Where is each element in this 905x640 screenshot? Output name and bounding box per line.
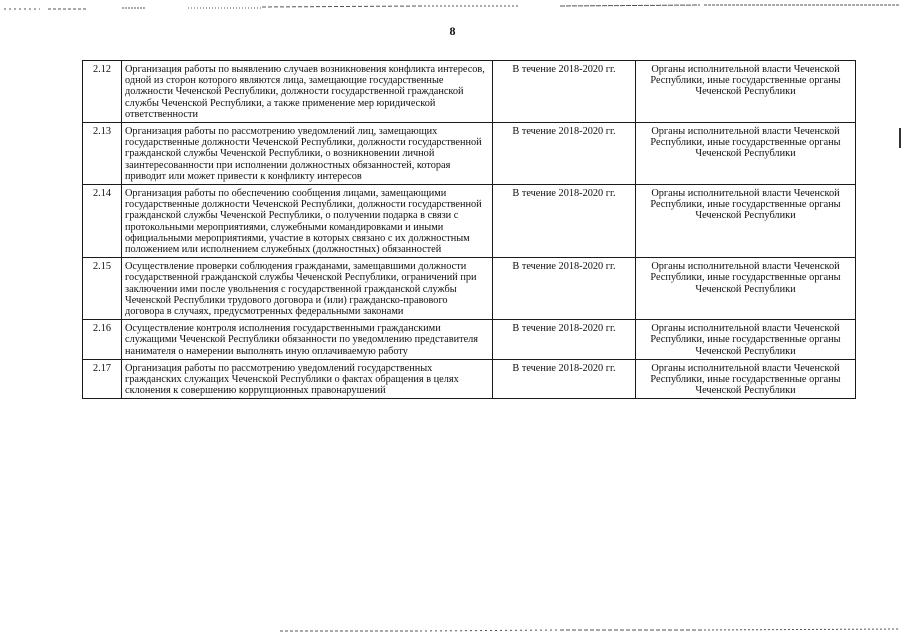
event-description: Организация работы по выявлению случаев возникновения конфликта интересов, одной из сторон которого являются лица, замещающие государственные должности Чеченской Республики, должности государственной гражданской службы Чеченской Республики, а также применение мер юридической ответственности — [122, 61, 493, 123]
scan-mark — [899, 128, 901, 148]
item-number: 2.14 — [83, 185, 122, 258]
scan-edge-top — [0, 0, 905, 14]
event-description: Осуществление контроля исполнения государственными гражданскими служащими Чеченской Республики обязанности по уведомлению представителя нанимателя о намерении выполнять иную оплачиваемую работу — [122, 320, 493, 360]
event-description: Осуществление проверки соблюдения гражданами, замещавшими должности государственной гражданской службы Чеченской Республики, ограничений при заключении ими после увольнения с государственной гражданской службы Чеченской Республики трудового договора и (или) гражданско-правового договора в случаях, предусмотренных федеральными законами — [122, 258, 493, 320]
deadline: В течение 2018-2020 гг. — [493, 123, 636, 185]
table-row — [83, 123, 856, 185]
deadline: В течение 2018-2020 гг. — [493, 185, 636, 258]
deadline: В течение 2018-2020 гг. — [493, 258, 636, 320]
responsible-executors: Органы исполнительной власти Чеченской Республики, иные государственные органы Чеченской Республики — [636, 185, 856, 258]
responsible-executors: Органы исполнительной власти Чеченской Республики, иные государственные органы Чеченской Республики — [636, 320, 856, 360]
responsible-executors: Органы исполнительной власти Чеченской Республики, иные государственные органы Чеченской Республики — [636, 61, 856, 123]
item-number: 2.12 — [83, 61, 122, 123]
event-description: Организация работы по обеспечению сообщения лицами, замещающими государственные должности Чеченской Республики, должности государственной гражданской службы Чеченской Республики, о получении подарка в связи с протокольными мероприятиями, служебными командировками и иными официальными мероприятиями, участие в которых связано с их должностным положением или исполнением служебных (должностных) обязанностей — [122, 185, 493, 258]
page-number: 8 — [449, 24, 456, 38]
event-description: Организация работы по рассмотрению уведомлений государственных гражданских служащих Чеченской Республики о фактах обращения в целях склонения к совершению коррупционных правонарушений — [122, 359, 493, 399]
plan-table — [82, 60, 856, 399]
item-number: 2.13 — [83, 123, 122, 185]
table-row — [83, 359, 856, 399]
deadline: В течение 2018-2020 гг. — [493, 61, 636, 123]
responsible-executors: Органы исполнительной власти Чеченской Республики, иные государственные органы Чеченской Республики — [636, 123, 856, 185]
responsible-executors: Органы исполнительной власти Чеченской Республики, иные государственные органы Чеченской Республики — [636, 359, 856, 399]
item-number: 2.17 — [83, 359, 122, 399]
table-row — [83, 185, 856, 258]
item-number: 2.16 — [83, 320, 122, 360]
deadline: В течение 2018-2020 гг. — [493, 359, 636, 399]
table-row — [83, 320, 856, 360]
deadline: В течение 2018-2020 гг. — [493, 320, 636, 360]
scan-edge-bottom — [0, 622, 905, 636]
table-row — [83, 61, 856, 123]
event-description: Организация работы по рассмотрению уведомлений лиц, замещающих государственные должности Чеченской Республики, должности государственной гражданской службы Чеченской Республики, о возникновении личной заинтересованности при исполнении должностных обязанностей, которая приводит или может привести к конфликту интересов — [122, 123, 493, 185]
table-row — [83, 258, 856, 320]
responsible-executors: Органы исполнительной власти Чеченской Республики, иные государственные органы Чеченской Республики — [636, 258, 856, 320]
item-number: 2.15 — [83, 258, 122, 320]
